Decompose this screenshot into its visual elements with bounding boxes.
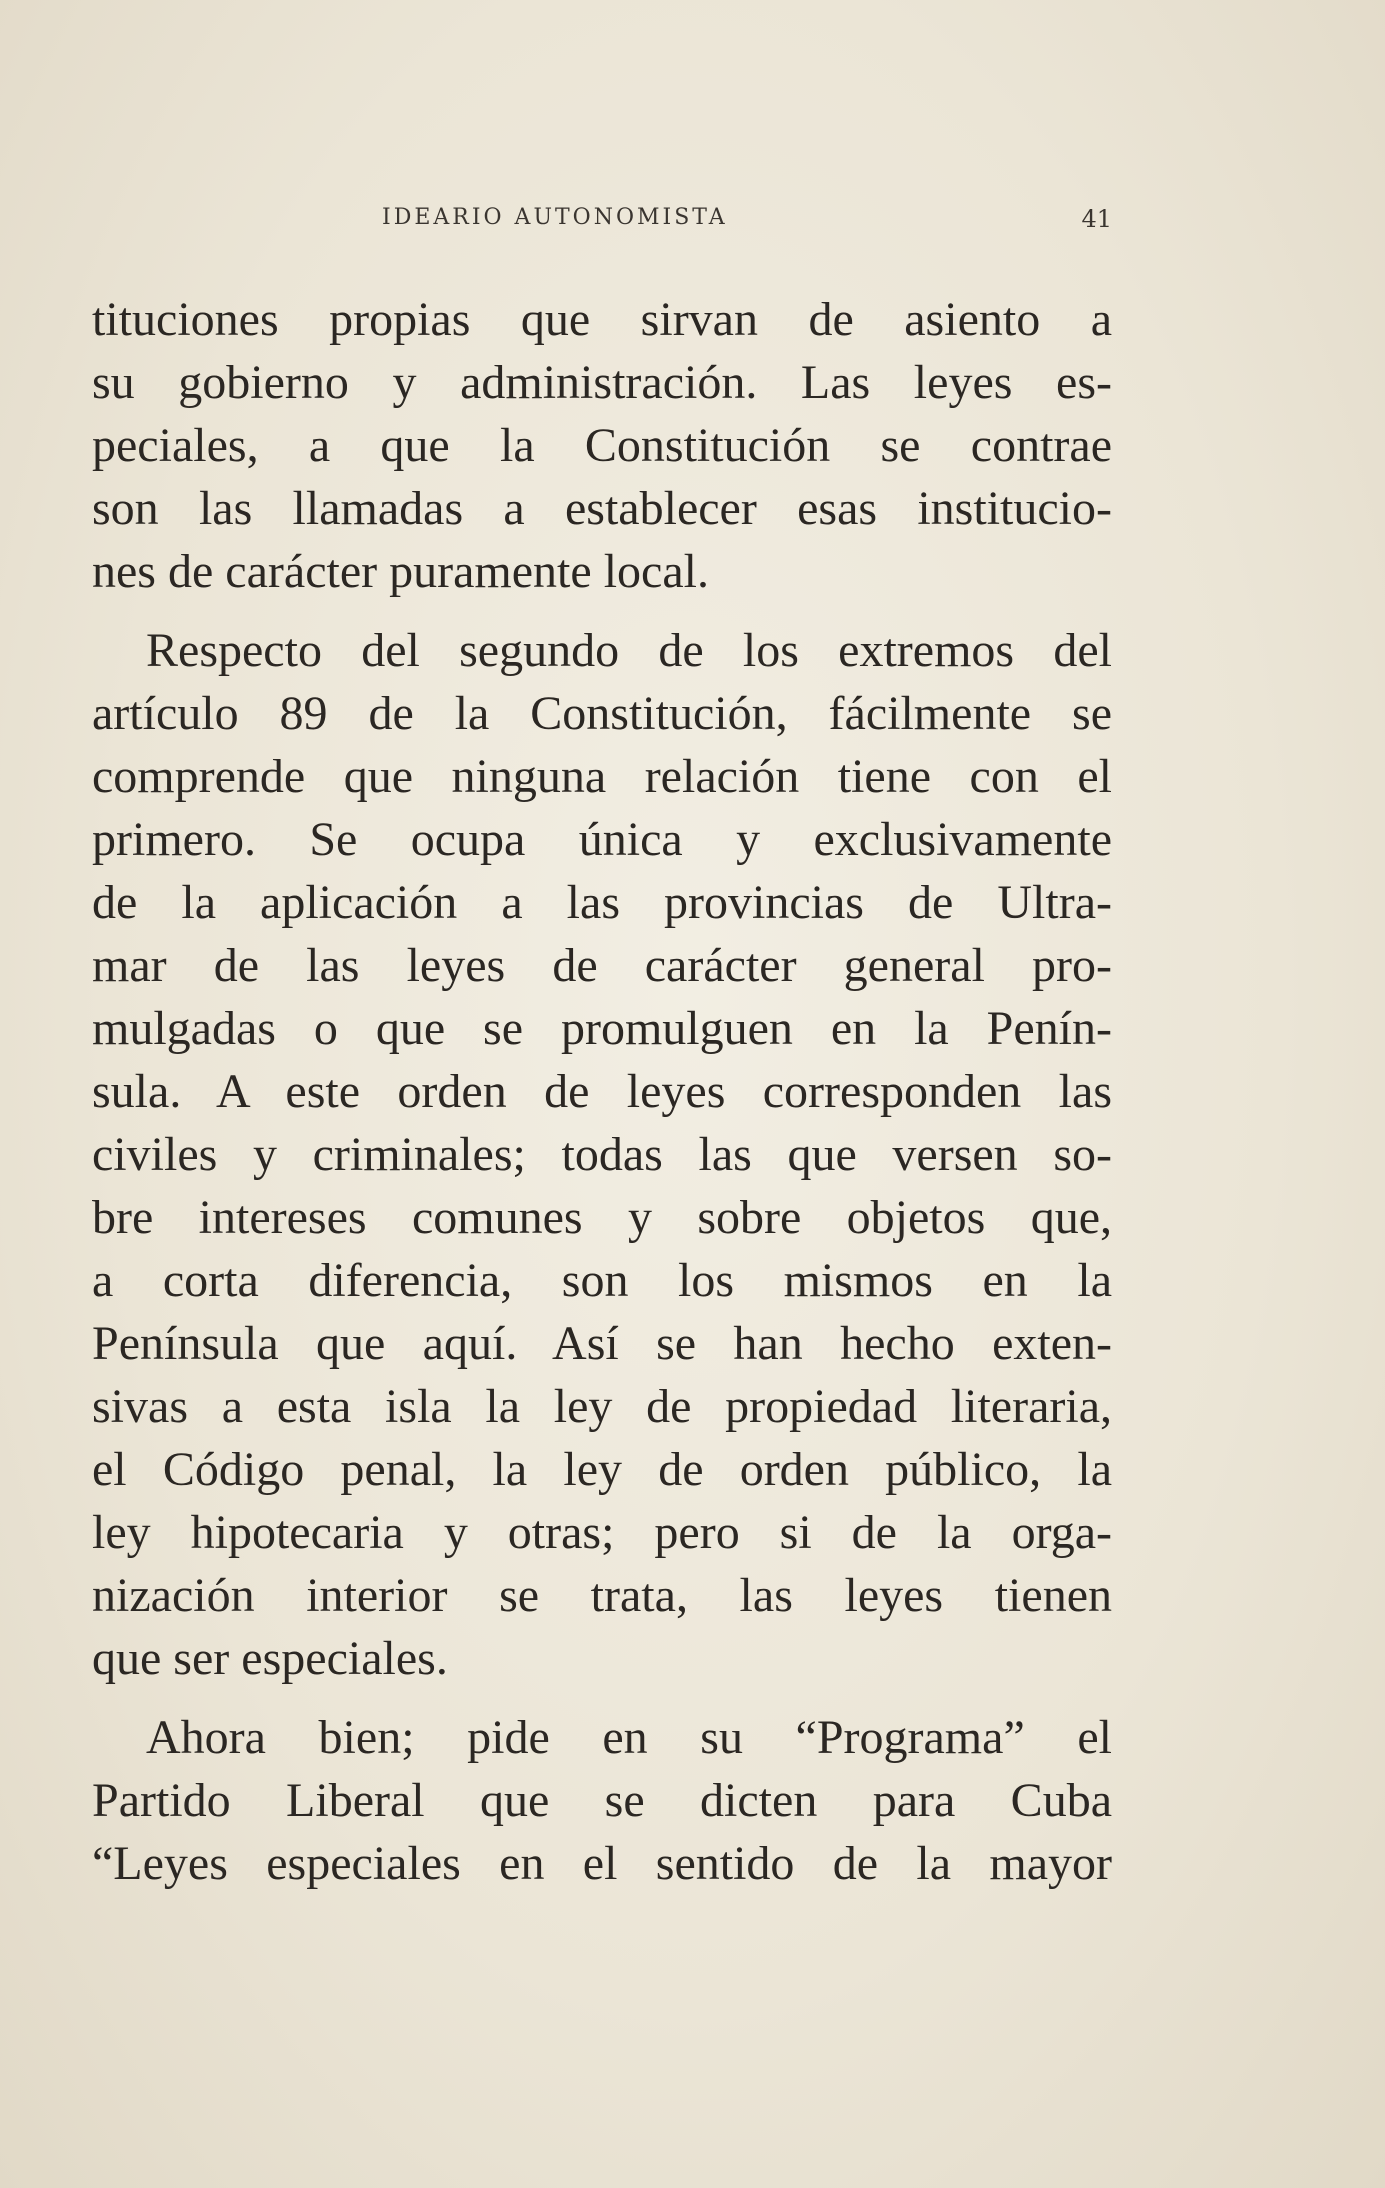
text-line: “Leyes especiales en el sentido de la mayor xyxy=(92,1837,1112,1890)
text-line: son las llamadas a establecer esas institucio- xyxy=(92,482,1112,535)
text-line: civiles y criminales; todas las que versen so- xyxy=(92,1128,1112,1181)
text-line: tituciones propias que sirvan de asiento a xyxy=(92,293,1112,346)
text-line: nes de carácter puramente local. xyxy=(92,545,709,598)
text-line: su gobierno y administración. Las leyes es- xyxy=(92,356,1112,409)
paragraph-1 xyxy=(92,288,1112,603)
body-text xyxy=(92,288,1112,1895)
text-line: que ser especiales. xyxy=(92,1632,448,1685)
text-line: Respecto del segundo de los extremos del xyxy=(146,624,1112,677)
paragraph-3 xyxy=(92,1706,1112,1895)
text-line: comprende que ninguna relación tiene con el xyxy=(92,750,1112,803)
text-line: el Código penal, la ley de orden público, la xyxy=(92,1443,1112,1496)
text-line: sula. A este orden de leyes corresponden las xyxy=(92,1065,1112,1118)
text-line: primero. Se ocupa única y exclusivamente xyxy=(92,813,1112,866)
text-line: ley hipotecaria y otras; pero si de la orga- xyxy=(92,1506,1112,1559)
text-line: artículo 89 de la Constitución, fácilmente se xyxy=(92,687,1112,740)
text-line: nización interior se trata, las leyes tienen xyxy=(92,1569,1112,1622)
text-line: bre intereses comunes y sobre objetos que, xyxy=(92,1191,1112,1244)
text-line: Ahora bien; pide en su “Programa” el xyxy=(146,1711,1112,1764)
paragraph-2 xyxy=(92,619,1112,1690)
text-line: de la aplicación a las provincias de Ultra- xyxy=(92,876,1112,929)
page-number: 41 xyxy=(1081,205,1112,233)
text-line: Partido Liberal que se dicten para Cuba xyxy=(92,1774,1112,1827)
running-head xyxy=(100,205,1112,241)
text-line: Península que aquí. Así se han hecho exten- xyxy=(92,1317,1112,1370)
text-line: a corta diferencia, son los mismos en la xyxy=(92,1254,1112,1307)
text-line: mar de las leyes de carácter general pro- xyxy=(92,939,1112,992)
text-line: sivas a esta isla la ley de propiedad literaria, xyxy=(92,1380,1112,1433)
text-line: mulgadas o que se promulguen en la Penín- xyxy=(92,1002,1112,1055)
running-title: IDEARIO AUTONOMISTA xyxy=(382,205,728,230)
text-line: peciales, a que la Constitución se contrae xyxy=(92,419,1112,472)
